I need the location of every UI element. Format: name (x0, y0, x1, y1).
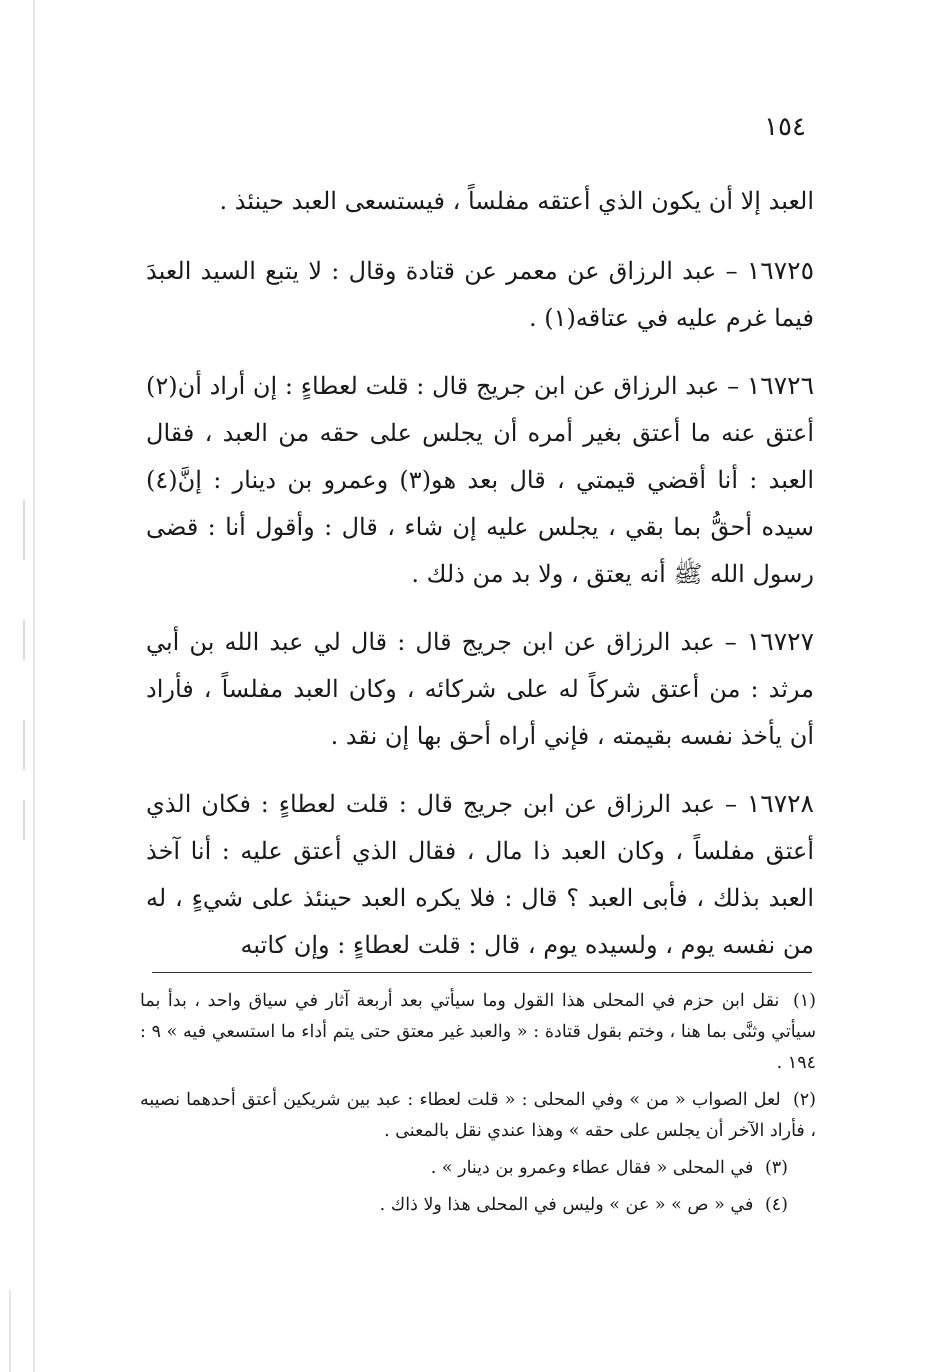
page-number: ١٥٤ (764, 112, 806, 142)
footnote (140, 1085, 816, 1147)
footnote-marker: (١) (792, 991, 816, 1011)
footnotes (140, 986, 816, 1227)
main-text (146, 178, 814, 989)
footnote-marker: (٤) (764, 1195, 788, 1215)
footnote (140, 1153, 816, 1184)
hadith-paragraph (146, 618, 814, 760)
hadith-text: – عبد الرزاق عن معمر عن قتادة وقال : لا يتبع السيد العبدَ فيما غرم عليه في عتاقه(١) . (146, 257, 814, 332)
footnote-text: نقل ابن حزم في المحلى هذا القول وما سيأتي بعد أربعة آثار في سياق واحد ، بدأ بما سيأتي وثنَّى بما هنا ، وختم بقول قتادة : « والعبد غير معتق حتى يتم أداء ما استسعي فيه » ٩ : ١٩٤ . (140, 991, 816, 1073)
hadith-text: – عبد الرزاق عن ابن جريج قال : قلت لعطاءٍ : فكان الذي أعتق مفلساً ، وكان العبد ذا مال ، فقال الذي أعتق عليه : أنا آخذ العبد بذلك ، فأبى العبد ؟ قال : فلا يكره العبد حينئذ على شيءٍ ، له من نفسه يوم ، ولسيده يوم ، قال : قلت لعطاءٍ : وإن كاتبه (146, 790, 814, 959)
footnote-text: في المحلى « فقال عطاء وعمرو بن دينار » . (430, 1158, 754, 1178)
hadith-text: – عبد الرزاق عن ابن جريج قال : قلت لعطاءٍ : إن أراد أن(٢) أعتق عنه ما أعتق بغير أمره أن يجلس على حقه من العبد ، فقال العبد : أنا أقضي قيمتي ، قال بعد هو(٣) وعمرو بن دينار : إنَّ(٤) سيده أحقُّ بما بقي ، يجلس عليه إن شاء ، قال : وأقول أنا : قضى رسول الله ﷺ أنه يعتق ، ولا بد من ذلك . (146, 372, 815, 588)
footnote (140, 1190, 816, 1221)
hadith-number: ١٦٧٢٦ (746, 371, 814, 400)
hadith-number: ١٦٧٢٥ (746, 256, 814, 285)
footnote-marker: (٢) (792, 1090, 816, 1110)
hadith-paragraph (146, 780, 814, 969)
footnote-marker: (٣) (764, 1158, 788, 1178)
footnote (140, 986, 816, 1079)
hadith-text: – عبد الرزاق عن ابن جريج قال : قال لي عبد الله بن أبي مرثد : من أعتق شركاً له على شركائه ، وكان العبد مفلساً ، فأراد أن يأخذ نفسه بقيمته ، فإني أراه أحق بها إن نقد . (146, 628, 814, 750)
paragraph-continuation (146, 178, 814, 225)
hadith-paragraph (146, 247, 814, 342)
footnote-text: لعل الصواب « من » وفي المحلى : « قلت لعطاء : عبد بين شريكين أعتق أحدهما نصيبه ، فأراد الآخر أن يجلس على حقه » وهذا عندي نقل بالمعنى . (140, 1090, 816, 1141)
paragraph-text: العبد إلا أن يكون الذي أعتقه مفلساً ، فيستسعى العبد حينئذ . (219, 187, 814, 215)
hadith-number: ١٦٧٢٨ (746, 789, 814, 818)
footnote-text: في « ص » « عن » وليس في المحلى هذا ولا ذاك . (379, 1195, 754, 1215)
footnote-divider (152, 972, 812, 973)
hadith-paragraph (146, 362, 814, 598)
hadith-number: ١٦٧٢٧ (746, 627, 814, 656)
